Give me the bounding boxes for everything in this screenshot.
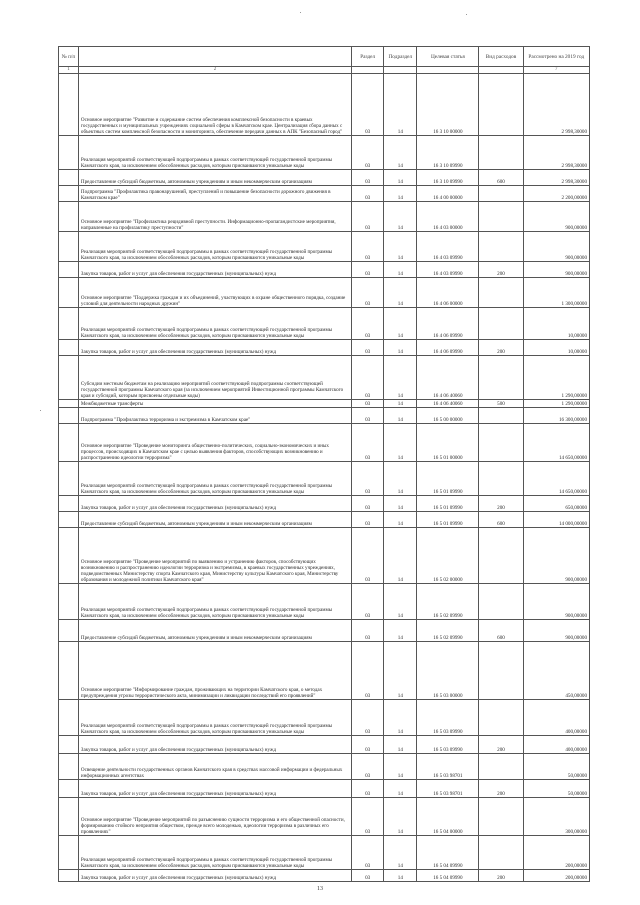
table-header-row	[59, 47, 590, 67]
subsection-cell: 14	[384, 754, 417, 780]
row-number-cell	[59, 308, 79, 340]
expense-type-cell	[479, 424, 523, 462]
index-cell: 2	[78, 67, 351, 74]
item-name-cell: Основное мероприятие "Информирование граждан, проживающих на территории Камчатского края, о методах предупреждения угрозы террористического акта, минимизации и ликвидации последствий его проявлений"	[78, 642, 351, 700]
subsection-cell: 14	[384, 798, 417, 836]
amount-cell: 10,00000	[523, 308, 589, 340]
table-row	[59, 170, 590, 186]
section-cell: 03	[352, 340, 384, 356]
table-row	[59, 496, 590, 512]
index-cell	[479, 67, 523, 74]
amount-cell: 400,00000	[523, 700, 589, 736]
amount-cell: 1 290,00000	[523, 400, 589, 408]
section-cell: 03	[352, 700, 384, 736]
item-name-cell: Основное мероприятие "Проведение мероприятий по выявлению и устранению факторов, способствующих возникновению и распространению идеологии терроризма и экстремизма, в краевых государственных учреждениях, подведомственных Министерству спорта Камчатского края, Министерству культуры Камчатского края, Министерству образования и молодежной политики Камчатского края"	[78, 528, 351, 584]
table-row	[59, 700, 590, 736]
expense-type-cell	[479, 700, 523, 736]
expense-type-cell: 200	[479, 340, 523, 356]
row-number-cell	[59, 870, 79, 882]
header-expense-type: Вид расходов	[479, 47, 523, 67]
expense-type-cell	[479, 308, 523, 340]
section-cell: 03	[352, 170, 384, 186]
table-row	[59, 754, 590, 780]
subsection-cell: 14	[384, 780, 417, 798]
header-section: Раздел	[352, 47, 384, 67]
row-number-cell	[59, 262, 79, 278]
item-name-cell: Предоставление субсидий бюджетным, автономным учреждениям и иным некоммерческим организациям	[78, 620, 351, 642]
expense-type-cell	[479, 528, 523, 584]
table-row	[59, 870, 590, 882]
expense-type-cell: 600	[479, 170, 523, 186]
row-number-cell	[59, 512, 79, 528]
section-cell: 03	[352, 736, 384, 754]
section-cell: 03	[352, 642, 384, 700]
table-row	[59, 512, 590, 528]
target-article-cell: 16 3 10 09990	[417, 170, 479, 186]
subsection-cell: 14	[384, 186, 417, 202]
target-article-cell: 16 4 06 09990	[417, 308, 479, 340]
amount-cell: 200,00000	[523, 836, 589, 870]
subsection-cell: 14	[384, 278, 417, 308]
table-row	[59, 620, 590, 642]
amount-cell: 900,00000	[523, 202, 589, 232]
row-number-cell	[59, 74, 79, 136]
table-row	[59, 356, 590, 400]
item-name-cell: Основное мероприятие "Развитие и содержание систем обеспечения комплексной безопасности в краевых государственных и муниципальных учреждениях социальной сферы в Камчатском крае. Централизация сбора данных с объектных систем комплексной безопасности и мониторинга, обеспечение передачи данных в АПК "Безопасный город"	[78, 74, 351, 136]
section-cell: 03	[352, 424, 384, 462]
table-row	[59, 186, 590, 202]
index-cell	[352, 67, 384, 74]
row-number-cell	[59, 408, 79, 424]
row-number-cell	[59, 232, 79, 262]
section-cell: 03	[352, 278, 384, 308]
item-name-cell: Основное мероприятие "Профилактика рецидивной преступности. Информационно-пропагандистские мероприятия, направленные на профилактику преступности"	[78, 202, 351, 232]
section-cell: 03	[352, 584, 384, 620]
section-cell: 03	[352, 136, 384, 170]
expense-type-cell	[479, 836, 523, 870]
table-row	[59, 136, 590, 170]
target-article-cell: 16 4 03 00000	[417, 202, 479, 232]
target-article-cell: 16 5 02 00000	[417, 528, 479, 584]
amount-cell: 1 300,00000	[523, 278, 589, 308]
table-row	[59, 780, 590, 798]
item-name-cell: Закупка товаров, работ и услуг для обеспечения государственных (муниципальных) нужд	[78, 736, 351, 754]
section-cell: 03	[352, 262, 384, 278]
subsection-cell: 14	[384, 496, 417, 512]
amount-cell: 14 650,00000	[523, 462, 589, 496]
expense-type-cell	[479, 186, 523, 202]
row-number-cell	[59, 462, 79, 496]
scan-speck	[40, 410, 41, 411]
target-article-cell: 16 5 04 09990	[417, 870, 479, 882]
table-row	[59, 736, 590, 754]
table-row	[59, 462, 590, 496]
target-article-cell: 16 5 01 09990	[417, 462, 479, 496]
expense-type-cell	[479, 74, 523, 136]
target-article-cell: 16 4 03 09990	[417, 232, 479, 262]
scan-speck	[466, 14, 467, 15]
expense-type-cell: 200	[479, 736, 523, 754]
section-cell: 03	[352, 836, 384, 870]
row-number-cell	[59, 340, 79, 356]
item-name-cell: Закупка товаров, работ и услуг для обеспечения государственных (муниципальных) нужд	[78, 262, 351, 278]
table-row	[59, 836, 590, 870]
subsection-cell: 14	[384, 170, 417, 186]
section-cell: 03	[352, 754, 384, 780]
row-number-cell	[59, 736, 79, 754]
target-article-cell: 16 5 02 09990	[417, 584, 479, 620]
section-cell: 03	[352, 232, 384, 262]
table-row	[59, 584, 590, 620]
subsection-cell: 14	[384, 202, 417, 232]
subsection-cell: 14	[384, 424, 417, 462]
expense-type-cell: 200	[479, 262, 523, 278]
section-cell: 03	[352, 798, 384, 836]
amount-cell: 14 000,00000	[523, 512, 589, 528]
amount-cell: 300,00000	[523, 798, 589, 836]
amount-cell: 200,00000	[523, 870, 589, 882]
subsection-cell: 14	[384, 836, 417, 870]
table-row	[59, 262, 590, 278]
header-name	[78, 47, 351, 67]
row-number-cell	[59, 642, 79, 700]
table-row	[59, 798, 590, 836]
amount-cell: 450,00000	[523, 642, 589, 700]
item-name-cell: Субсидии местным бюджетам на реализацию мероприятий соответствующей подпрограммы соответствующей государственной программы Камчатского края (за исключением мероприятий Инвестиционной программы Камчатского края и субсидий, которым присвоены отдельные коды)	[78, 356, 351, 400]
subsection-cell: 14	[384, 262, 417, 278]
item-name-cell: Закупка товаров, работ и услуг для обеспечения государственных (муниципальных) нужд	[78, 780, 351, 798]
header-target: Целевая статья	[417, 47, 479, 67]
amount-cell: 900,00000	[523, 620, 589, 642]
amount-cell: 50,00000	[523, 780, 589, 798]
table-row	[59, 424, 590, 462]
expense-type-cell	[479, 754, 523, 780]
amount-cell: 400,00000	[523, 736, 589, 754]
target-article-cell: 16 5 03 98701	[417, 754, 479, 780]
table-row	[59, 400, 590, 408]
row-number-cell	[59, 798, 79, 836]
item-name-cell: Реализация мероприятий соответствующей подпрограммы в рамках соответствующей государственной программы Камчатского края, за исключением обособленных расходов, которым присваиваются уникальные коды	[78, 232, 351, 262]
scan-speck	[300, 12, 301, 13]
expense-type-cell: 600	[479, 512, 523, 528]
expense-type-cell	[479, 584, 523, 620]
target-article-cell: 16 5 02 09990	[417, 620, 479, 642]
table-row	[59, 232, 590, 262]
target-article-cell: 16 5 03 98701	[417, 780, 479, 798]
table-row	[59, 308, 590, 340]
section-cell: 03	[352, 400, 384, 408]
expense-type-cell	[479, 408, 523, 424]
budget-table	[58, 46, 590, 882]
expense-type-cell	[479, 356, 523, 400]
row-number-cell	[59, 700, 79, 736]
expense-type-cell: 600	[479, 620, 523, 642]
target-article-cell: 16 5 03 00000	[417, 642, 479, 700]
expense-type-cell: 200	[479, 870, 523, 882]
amount-cell: 16 300,00000	[523, 408, 589, 424]
expense-type-cell	[479, 798, 523, 836]
amount-cell: 50,00000	[523, 754, 589, 780]
item-name-cell: Основное мероприятие "Проведение мероприятий по разъяснению сущности терроризма и его общественной опасности, формированию стойкого неприятия обществом, прежде всего молодежью, идеологии терроризма в различных его проявлениях"	[78, 798, 351, 836]
section-cell: 03	[352, 620, 384, 642]
target-article-cell: 16 5 00 00000	[417, 408, 479, 424]
row-number-cell	[59, 356, 79, 400]
table-row	[59, 528, 590, 584]
expense-type-cell: 500	[479, 400, 523, 408]
target-article-cell: 16 5 04 09990	[417, 836, 479, 870]
table-row	[59, 278, 590, 308]
amount-cell: 900,00000	[523, 262, 589, 278]
row-number-cell	[59, 528, 79, 584]
subsection-cell: 14	[384, 136, 417, 170]
row-number-cell	[59, 278, 79, 308]
amount-cell: 10,00000	[523, 340, 589, 356]
expense-type-cell: 200	[479, 780, 523, 798]
target-article-cell: 16 5 03 09990	[417, 700, 479, 736]
section-cell: 03	[352, 308, 384, 340]
table-row	[59, 74, 590, 136]
index-cell	[417, 67, 479, 74]
table-body	[59, 74, 590, 882]
target-article-cell: 16 4 06 00000	[417, 278, 479, 308]
subsection-cell: 14	[384, 356, 417, 400]
target-article-cell: 16 5 01 00000	[417, 424, 479, 462]
subsection-cell: 14	[384, 642, 417, 700]
section-cell: 03	[352, 74, 384, 136]
header-num: № п/п	[59, 47, 79, 67]
target-article-cell: 16 4 00 00000	[417, 186, 479, 202]
row-number-cell	[59, 754, 79, 780]
item-name-cell: Межбюджетные трансферты	[78, 400, 351, 408]
index-cell: 7	[523, 67, 589, 74]
subsection-cell: 14	[384, 736, 417, 754]
target-article-cell: 16 5 03 09990	[417, 736, 479, 754]
expense-type-cell	[479, 462, 523, 496]
item-name-cell: Реализация мероприятий соответствующей подпрограммы в рамках соответствующей государственной программы Камчатского края, за исключением обособленных расходов, которым присваиваются уникальные коды	[78, 836, 351, 870]
subsection-cell: 14	[384, 340, 417, 356]
row-number-cell	[59, 186, 79, 202]
subsection-cell: 14	[384, 700, 417, 736]
item-name-cell: Реализация мероприятий соответствующей подпрограммы в рамках соответствующей государственной программы Камчатского края, за исключением обособленных расходов, которым присваиваются уникальные коды	[78, 136, 351, 170]
item-name-cell: Реализация мероприятий соответствующей подпрограммы в рамках соответствующей государственной программы Камчатского края, за исключением обособленных расходов, которым присваиваются уникальные коды	[78, 700, 351, 736]
target-article-cell: 16 4 03 09990	[417, 262, 479, 278]
subsection-cell: 14	[384, 408, 417, 424]
target-article-cell: 16 4 06 40060	[417, 356, 479, 400]
row-number-cell	[59, 202, 79, 232]
amount-cell: 2 998,30000	[523, 136, 589, 170]
section-cell: 03	[352, 356, 384, 400]
subsection-cell: 14	[384, 620, 417, 642]
section-cell: 03	[352, 870, 384, 882]
subsection-cell: 14	[384, 308, 417, 340]
row-number-cell	[59, 584, 79, 620]
amount-cell: 2 998,30000	[523, 170, 589, 186]
amount-cell: 650,00000	[523, 496, 589, 512]
item-name-cell: Закупка товаров, работ и услуг для обеспечения государственных (муниципальных) нужд	[78, 340, 351, 356]
subsection-cell: 14	[384, 584, 417, 620]
amount-cell: 2 998,30000	[523, 74, 589, 136]
amount-cell: 1 290,00000	[523, 356, 589, 400]
subsection-cell: 14	[384, 528, 417, 584]
item-name-cell: Реализация мероприятий соответствующей подпрограммы в рамках соответствующей государственной программы Камчатского края, за исключением обособленных расходов, которым присваиваются уникальные коды	[78, 584, 351, 620]
item-name-cell: Основное мероприятие "Проведение мониторинга общественно-политических, социально-экономических и иных процессов, происходящих в Камчатском крае с целью выявления факторов, способствующих возникновению и распространению идеологии терроризма"	[78, 424, 351, 462]
item-name-cell: Реализация мероприятий соответствующей подпрограммы в рамках соответствующей государственной программы Камчатского края, за исключением обособленных расходов, которым присваиваются уникальные коды	[78, 308, 351, 340]
index-cell	[384, 67, 417, 74]
subsection-cell: 14	[384, 74, 417, 136]
table-row	[59, 642, 590, 700]
section-cell: 03	[352, 202, 384, 232]
amount-cell: 14 650,00000	[523, 424, 589, 462]
item-name-cell: Основное мероприятие "Поддержка граждан и их объединений, участвующих в охране общественного порядка, создание условий для деятельности народных дружин"	[78, 278, 351, 308]
target-article-cell: 16 5 01 09990	[417, 496, 479, 512]
subsection-cell: 14	[384, 462, 417, 496]
section-cell: 03	[352, 186, 384, 202]
table-row	[59, 408, 590, 424]
expense-type-cell	[479, 136, 523, 170]
row-number-cell	[59, 496, 79, 512]
item-name-cell: Предоставление субсидий бюджетным, автономным учреждениям и иным некоммерческим организациям	[78, 512, 351, 528]
item-name-cell: Реализация мероприятий соответствующей подпрограммы в рамках соответствующей государственной программы Камчатского края, за исключением обособленных расходов, которым присваиваются уникальные коды	[78, 462, 351, 496]
expense-type-cell	[479, 202, 523, 232]
section-cell: 03	[352, 780, 384, 798]
item-name-cell: Подпрограмма "Профилактика терроризма и экстремизма в Камчатском крае"	[78, 408, 351, 424]
target-article-cell: 16 5 04 00000	[417, 798, 479, 836]
page-number: 13	[317, 886, 323, 892]
row-number-cell	[59, 836, 79, 870]
expense-type-cell	[479, 278, 523, 308]
target-article-cell: 16 4 06 09990	[417, 340, 479, 356]
row-number-cell	[59, 400, 79, 408]
item-name-cell: Подпрограмма "Профилактика правонарушений, преступлений и повышение безопасности дорожного движения в Камчатском крае"	[78, 186, 351, 202]
item-name-cell: Закупка товаров, работ и услуг для обеспечения государственных (муниципальных) нужд	[78, 496, 351, 512]
section-cell: 03	[352, 512, 384, 528]
index-cell: 1	[59, 67, 79, 74]
section-cell: 03	[352, 408, 384, 424]
section-cell: 03	[352, 528, 384, 584]
section-cell: 03	[352, 462, 384, 496]
subsection-cell: 14	[384, 512, 417, 528]
expense-type-cell: 200	[479, 496, 523, 512]
row-number-cell	[59, 780, 79, 798]
row-number-cell	[59, 170, 79, 186]
header-subsection: Подраздел	[384, 47, 417, 67]
amount-cell: 2 200,00000	[523, 186, 589, 202]
section-cell: 03	[352, 496, 384, 512]
row-number-cell	[59, 424, 79, 462]
amount-cell: 900,00000	[523, 232, 589, 262]
subsection-cell: 14	[384, 870, 417, 882]
expense-type-cell	[479, 232, 523, 262]
header-amount: Рассмотрено на 2019 год	[523, 47, 589, 67]
row-number-cell	[59, 136, 79, 170]
target-article-cell: 16 3 10 00000	[417, 74, 479, 136]
target-article-cell: 16 4 06 40060	[417, 400, 479, 408]
table-row	[59, 202, 590, 232]
subsection-cell: 14	[384, 232, 417, 262]
amount-cell: 900,00000	[523, 584, 589, 620]
column-index-row	[59, 67, 590, 74]
target-article-cell: 16 3 10 09990	[417, 136, 479, 170]
item-name-cell: Освещение деятельности государственных органов Камчатского края в средствах массовой информации и федеральных информационных агентствах	[78, 754, 351, 780]
target-article-cell: 16 5 01 09990	[417, 512, 479, 528]
row-number-cell	[59, 620, 79, 642]
item-name-cell: Закупка товаров, работ и услуг для обеспечения государственных (муниципальных) нужд	[78, 870, 351, 882]
subsection-cell: 14	[384, 400, 417, 408]
item-name-cell: Предоставление субсидий бюджетным, автономным учреждениям и иным некоммерческим организациям	[78, 170, 351, 186]
expense-type-cell	[479, 642, 523, 700]
table-row	[59, 340, 590, 356]
amount-cell: 900,00000	[523, 528, 589, 584]
